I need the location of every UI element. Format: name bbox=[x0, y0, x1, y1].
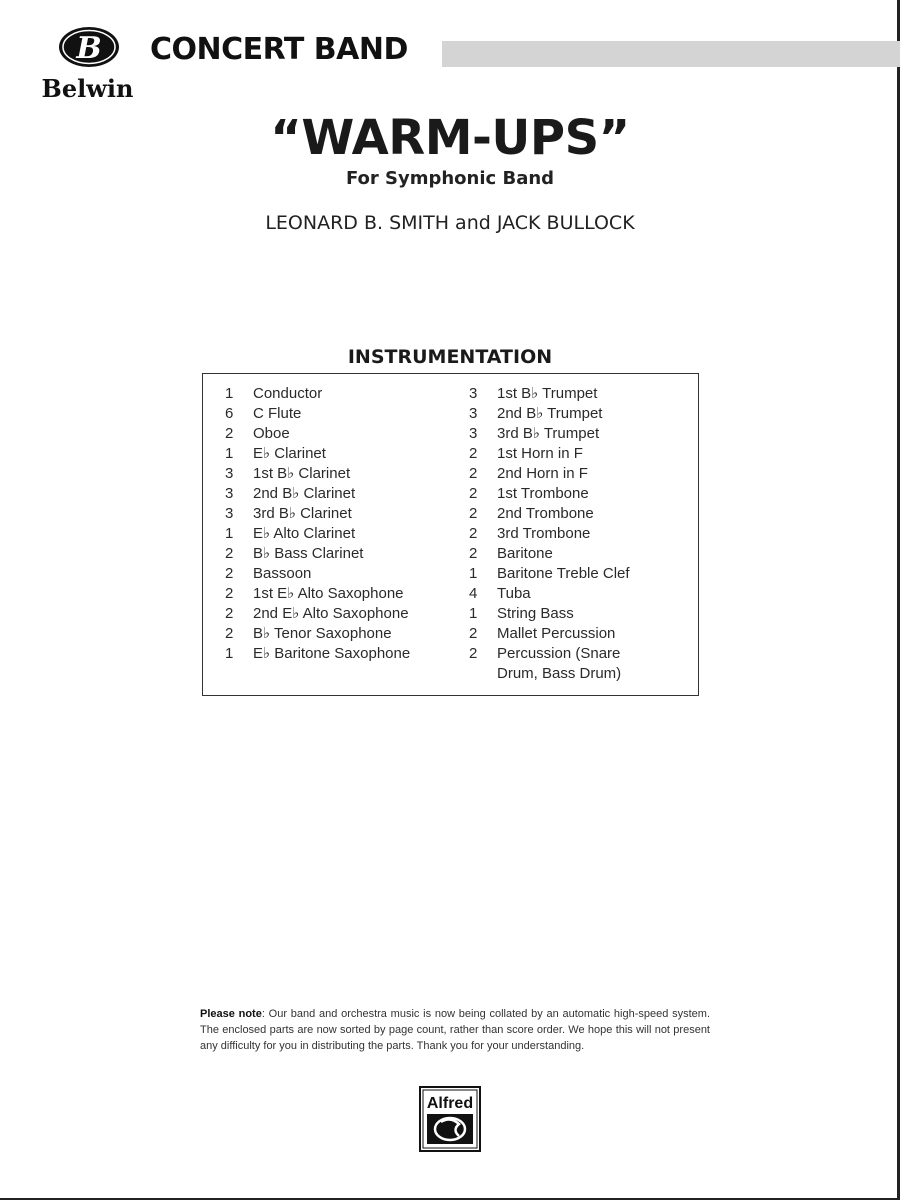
instrument-name: 2nd Trombone bbox=[497, 505, 594, 522]
instrument-row bbox=[225, 504, 410, 524]
instrumentation-column-left bbox=[225, 384, 410, 664]
instrument-qty: 3 bbox=[225, 465, 234, 482]
instrument-qty: 2 bbox=[225, 425, 234, 442]
instrument-name: 3rd Trombone bbox=[497, 525, 591, 542]
instrument-name: Oboe bbox=[253, 425, 290, 442]
instrument-name: 2nd E♭ Alto Saxophone bbox=[253, 605, 409, 622]
instrument-name: Percussion (Snare bbox=[497, 645, 621, 662]
instrument-row bbox=[225, 404, 410, 424]
instrument-qty: 2 bbox=[225, 545, 234, 562]
instrumentation-column-right bbox=[469, 384, 630, 684]
instrument-qty: 2 bbox=[469, 645, 478, 662]
instrument-name: E♭ Alto Clarinet bbox=[253, 525, 356, 542]
instrument-row bbox=[225, 424, 410, 444]
alfred-logo bbox=[419, 1086, 481, 1152]
instrument-row bbox=[469, 404, 630, 424]
instrument-name: Tuba bbox=[497, 585, 531, 602]
instrument-row bbox=[225, 604, 410, 624]
instrument-qty: 6 bbox=[225, 405, 234, 422]
instrument-name: Baritone Treble Clef bbox=[497, 565, 630, 582]
instrumentation-box bbox=[202, 373, 699, 696]
instrument-qty: 2 bbox=[225, 605, 234, 622]
instrument-row bbox=[225, 444, 410, 464]
instrument-row bbox=[469, 424, 630, 444]
instrumentation-heading: INSTRUMENTATION bbox=[347, 346, 553, 368]
instrument-name: 2nd Horn in F bbox=[497, 465, 588, 482]
series-label: CONCERT BAND bbox=[150, 32, 408, 67]
alfred-logo-text: Alfred bbox=[426, 1095, 474, 1112]
instrument-row bbox=[469, 464, 630, 484]
instrument-name: 3rd B♭ Trumpet bbox=[497, 425, 600, 442]
instrument-qty: 1 bbox=[469, 605, 478, 622]
instrument-row bbox=[469, 644, 630, 664]
instrument-row bbox=[469, 604, 630, 624]
instrument-name: Conductor bbox=[253, 385, 323, 402]
instrument-name: 1st B♭ Clarinet bbox=[253, 465, 351, 482]
composers: LEONARD B. SMITH and JACK BULLOCK bbox=[265, 212, 635, 234]
instrument-name-continuation: Drum, Bass Drum) bbox=[497, 665, 622, 682]
instrument-qty: 1 bbox=[225, 385, 234, 402]
belwin-logo bbox=[30, 24, 145, 103]
instrument-row bbox=[225, 584, 410, 604]
instrument-qty: 1 bbox=[225, 445, 234, 462]
instrument-name: 2nd B♭ Clarinet bbox=[253, 485, 356, 502]
instrument-qty: 2 bbox=[469, 505, 478, 522]
instrument-name: Mallet Percussion bbox=[497, 625, 616, 642]
instrument-qty: 3 bbox=[225, 505, 234, 522]
instrument-name: Baritone bbox=[497, 545, 553, 562]
instrument-qty: 2 bbox=[225, 565, 234, 582]
instrument-qty: 2 bbox=[225, 585, 234, 602]
instrument-name: 1st Trombone bbox=[497, 485, 589, 502]
instrument-qty: 2 bbox=[469, 525, 478, 542]
instrument-name: E♭ Baritone Saxophone bbox=[253, 645, 411, 662]
imprint-name: Belwin bbox=[41, 74, 134, 103]
instrument-name: 2nd B♭ Trumpet bbox=[497, 405, 603, 422]
page-title: “WARM-UPS” bbox=[270, 110, 630, 166]
instrument-row bbox=[469, 624, 630, 644]
instrument-name: B♭ Bass Clarinet bbox=[253, 545, 364, 562]
instrument-row bbox=[225, 624, 410, 644]
instrument-name: Bassoon bbox=[253, 565, 312, 582]
logo-initial: B bbox=[76, 31, 102, 66]
instrument-row bbox=[225, 544, 410, 564]
instrument-row bbox=[225, 464, 410, 484]
instrument-row bbox=[469, 504, 630, 524]
instrument-row bbox=[225, 564, 410, 584]
instrument-qty: 1 bbox=[469, 565, 478, 582]
instrument-row bbox=[225, 484, 410, 504]
instrument-row bbox=[469, 524, 630, 544]
instrument-qty: 3 bbox=[469, 385, 478, 402]
instrument-name: 1st B♭ Trumpet bbox=[497, 385, 598, 402]
instrument-qty: 2 bbox=[469, 625, 478, 642]
instrument-row bbox=[469, 484, 630, 504]
instrument-name: C Flute bbox=[253, 405, 302, 422]
instrument-row bbox=[225, 384, 410, 404]
note-label: Please note bbox=[200, 1008, 262, 1020]
instrument-row bbox=[469, 384, 630, 404]
instrument-name: E♭ Clarinet bbox=[253, 445, 326, 462]
instrument-row bbox=[469, 564, 630, 584]
instrument-qty: 2 bbox=[225, 625, 234, 642]
instrument-name: 1st Horn in F bbox=[497, 445, 583, 462]
instrument-row bbox=[469, 584, 630, 604]
instrument-qty: 4 bbox=[469, 585, 478, 602]
instrument-qty: 2 bbox=[469, 465, 478, 482]
instrument-qty: 3 bbox=[225, 485, 234, 502]
belwin-emblem-icon bbox=[58, 26, 120, 68]
instrument-name: String Bass bbox=[497, 605, 574, 622]
instrument-row bbox=[469, 544, 630, 564]
instrument-qty: 3 bbox=[469, 405, 478, 422]
instrument-row bbox=[469, 444, 630, 464]
instrument-row bbox=[225, 524, 410, 544]
instrument-qty: 2 bbox=[469, 485, 478, 502]
instrument-name: 1st E♭ Alto Saxophone bbox=[253, 585, 404, 602]
instrument-name: 3rd B♭ Clarinet bbox=[253, 505, 352, 522]
instrument-qty: 2 bbox=[469, 445, 478, 462]
instrument-qty: 2 bbox=[469, 545, 478, 562]
instrument-qty: 1 bbox=[225, 645, 234, 662]
instrument-name: B♭ Tenor Saxophone bbox=[253, 625, 392, 642]
instrument-qty: 3 bbox=[469, 425, 478, 442]
subtitle: For Symphonic Band bbox=[345, 168, 555, 189]
collation-note bbox=[200, 1006, 710, 1054]
instrument-row bbox=[225, 644, 410, 664]
note-text: : Our band and orchestra music is now being collated by an automatic high-speed system. The enclosed parts are now sorted by page count, rather than score order. We hope this will not present any difficulty for you in distributing the parts. Thank you for your understanding. bbox=[200, 1008, 710, 1052]
instrument-qty: 1 bbox=[225, 525, 234, 542]
series-bar bbox=[442, 41, 900, 67]
